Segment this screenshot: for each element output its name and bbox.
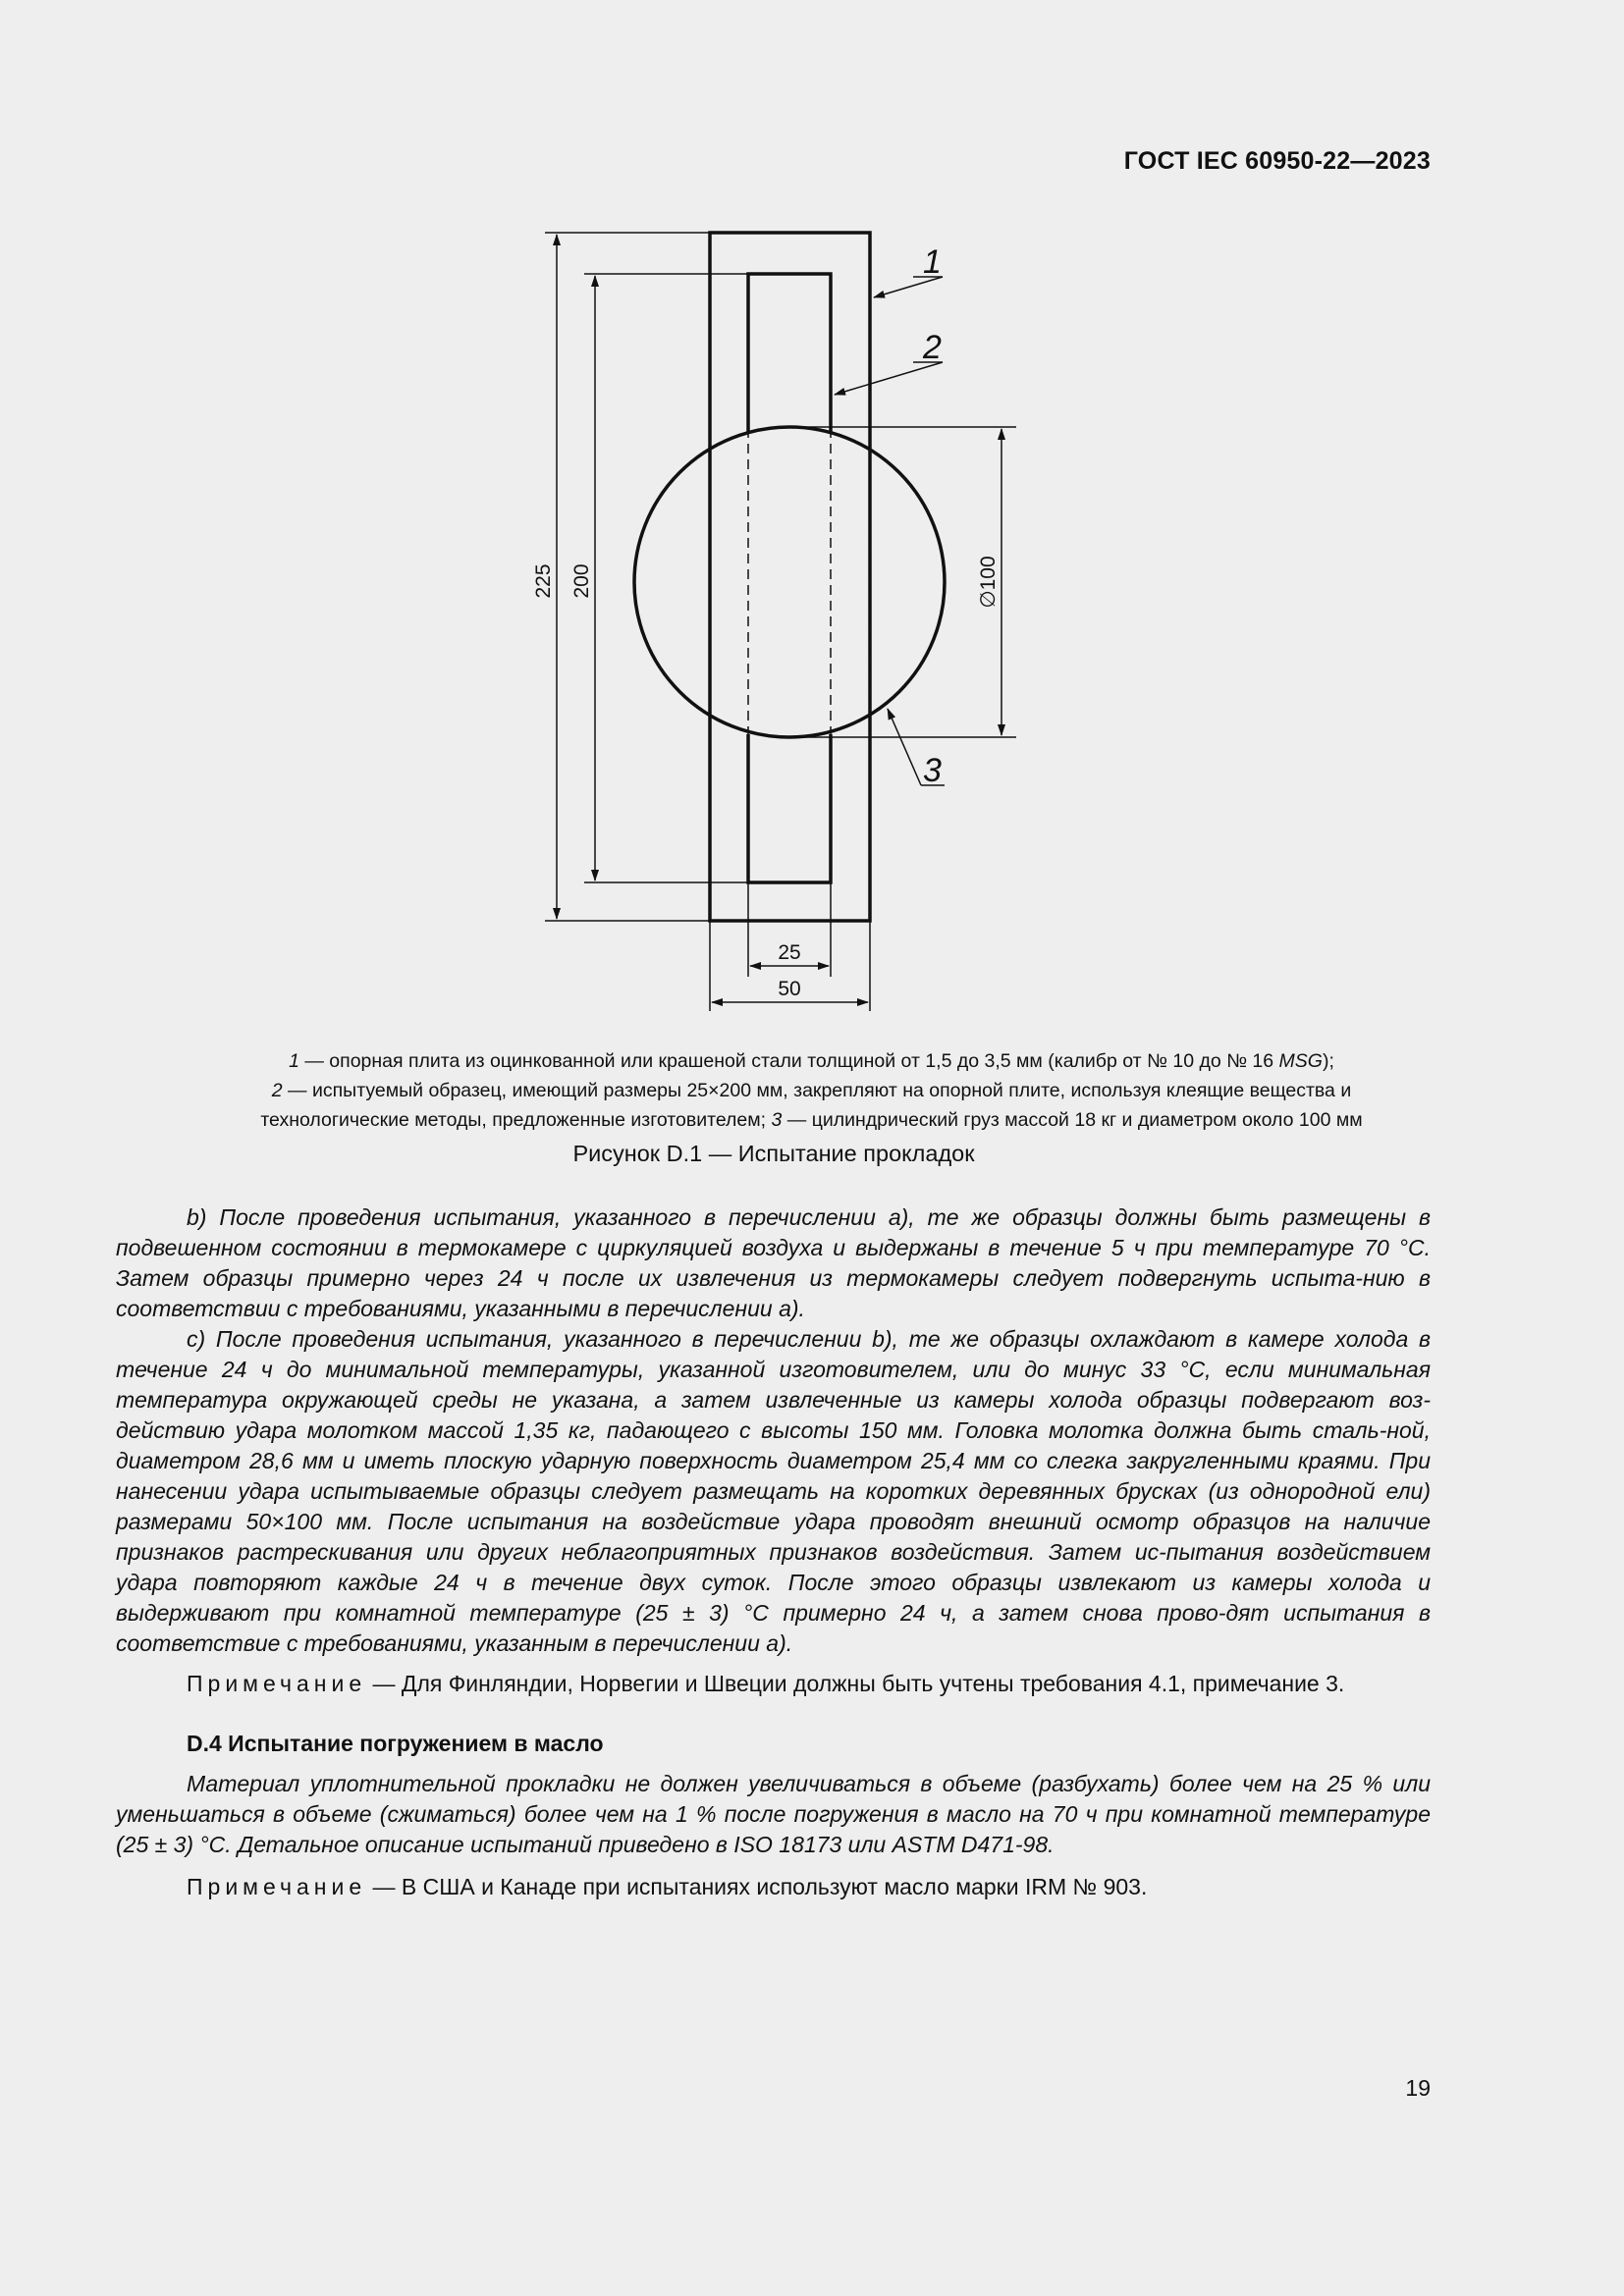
legend-italic-msg: MSG bbox=[1278, 1050, 1323, 1072]
note-1-text: — Для Финляндии, Норвегии и Швеции должны быть учтены требования 4.1, примечание 3. bbox=[366, 1671, 1345, 1696]
legend-end-1: ); bbox=[1322, 1050, 1334, 1072]
note-1-label: Примечание bbox=[187, 1671, 367, 1696]
legend-num-1: 1 bbox=[289, 1050, 299, 1072]
legend-line-2 bbox=[116, 1076, 1507, 1105]
legend-num-2: 2 bbox=[271, 1080, 283, 1101]
callout-3: 3 bbox=[923, 752, 942, 789]
paragraph-c: с) После проведения испытания, указанного в перечислении b), те же образцы охлаждают в камере холода в течение 24 ч до минимальной температуры, указанной изготовителем, или до минус 33 °С, если минимальная температура окружающей среды не указана, а затем извлеченные из камеры холода образцы подвергают воз-действию удара молотком массой 1,35 кг, падающего с высоты 150 мм. Головка молотка должна быть сталь-ной, диаметром 28,6 мм и иметь плоскую ударную поверхность диаметром 25,4 мм со слегка закругленными краями. При нанесении удара испытываемые образцы следует размещать на коротких деревянных брусках (из однородной ели) размерами 50×100 мм. После испытания на воздействие удара проводят внешний осмотр образцов на наличие признаков растрескивания или других неблагоприятных признаков воздействия. Затем ис-пытания воздействием удара повторяют каждые 24 ч в течение двух суток. После этого образцы извлекают из камеры холода и выдерживают при комнатной температуре (25 ± 3) °С примерно 24 ч, а затем снова прово-дят испытания в соответствие с требованиями, указанным в перечислении а). bbox=[116, 1326, 1431, 1656]
figure-legend bbox=[116, 1046, 1507, 1135]
test-sample-bottom bbox=[748, 734, 831, 882]
callout-2: 2 bbox=[923, 329, 942, 366]
note-2 bbox=[116, 1872, 1431, 1902]
legend-text-2: — испытуемый образец, имеющий размеры 25×200 мм, закрепляют на опорной плите, используя клеящие вещества и bbox=[282, 1080, 1352, 1101]
test-sample-top bbox=[748, 274, 831, 432]
figure-caption: Рисунок D.1 — Испытание прокладок bbox=[572, 1141, 975, 1166]
note-1 bbox=[116, 1669, 1431, 1699]
legend-num-3: 3 bbox=[771, 1109, 783, 1131]
dim-label-225: 225 bbox=[532, 563, 555, 599]
section-title-d4: D.4 Испытание погружением в масло bbox=[187, 1731, 604, 1756]
leader-3 bbox=[888, 709, 921, 785]
paragraph-d4: Материал уплотнительной прокладки не должен увеличиваться в объеме (разбухать) более чем на 25 % или уменьшаться в объеме (сжиматься) более чем на 1 % после погружения в масло на 70 ч при комнатной температуре (25 ± 3) °С. Детальное описание испытаний приведено в ISO 18173 или ASTM D471-98. bbox=[116, 1771, 1431, 1857]
legend-text-1: — опорная плита из оцинкованной или крашеной стали толщиной от 1,5 до 3,5 мм (калибр от № 10 до № 16 bbox=[298, 1050, 1279, 1072]
gasket-test-drawing bbox=[0, 0, 1624, 1041]
paragraph-b: b) После проведения испытания, указанного в перечислении а), те же образцы должны быть размещены в подвешенном состоянии в термокамере с циркуляцией воздуха и выдержаны в течение 5 ч при температуре 70 °С. Затем образцы примерно через 24 ч после их извлечения из термокамеры следует подвергнуть испыта-нию в соответствии с требованиями, указанными в перечислении а). bbox=[116, 1204, 1431, 1321]
note-2-label: Примечание bbox=[187, 1874, 367, 1899]
leader-2 bbox=[835, 362, 943, 395]
dim-label-200: 200 bbox=[570, 563, 593, 599]
dim-label-25: 25 bbox=[778, 941, 801, 964]
cylindrical-weight bbox=[634, 427, 945, 737]
support-plate bbox=[710, 233, 870, 921]
callout-1: 1 bbox=[923, 243, 942, 281]
figure-d1 bbox=[0, 0, 1624, 1041]
legend-text-3: — цилиндрический груз массой 18 кг и диаметром около 100 мм bbox=[782, 1109, 1363, 1131]
document-header: ГОСТ IEC 60950-22—2023 bbox=[1123, 147, 1431, 175]
page-number: 19 bbox=[1405, 2075, 1431, 2101]
dim-label-50: 50 bbox=[778, 978, 801, 1000]
note-2-text: — В США и Канаде при испытаниях используют масло марки IRM № 903. bbox=[366, 1874, 1148, 1899]
dim-label-d100: ∅100 bbox=[977, 556, 1000, 609]
body-text bbox=[116, 1202, 1431, 1902]
legend-line-3 bbox=[116, 1105, 1507, 1135]
legend-text-2-cont: технологические методы, предложенные изготовителем; bbox=[260, 1109, 772, 1131]
legend-line-1 bbox=[116, 1046, 1507, 1076]
